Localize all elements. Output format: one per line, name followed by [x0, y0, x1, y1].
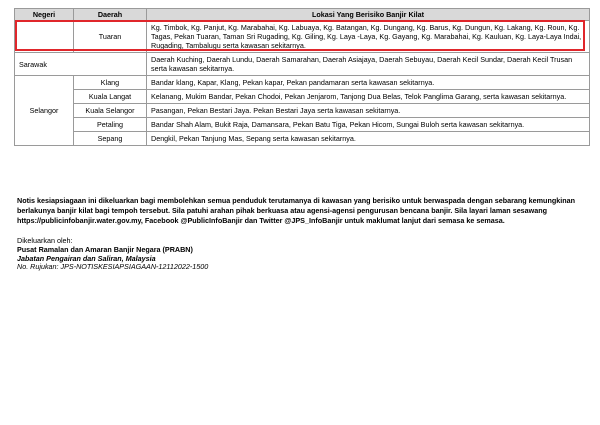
flood-risk-table — [14, 8, 590, 146]
table-header-row — [15, 9, 590, 21]
cell-negeri: Sarawak — [15, 53, 147, 76]
cell-negeri-selangor: Selangor — [15, 76, 74, 146]
table-row — [15, 132, 590, 146]
issuer-block — [17, 237, 587, 272]
notice-paragraph: Notis kesiapsiagaan ini dikeluarkan bagi membolehkan semua penduduk terutamanya di kawasan yang berisiko untuk berwaspada dengan sebarang kemungkinan berlakunya banjir kilat bagi tempoh tersebut. Sila patuhi arahan pihak berkuasa atau agensi-agensi pengurusan bencana banjir. Sila layari laman sesawang https://publicinfobanjir.water.gov.my, Facebook @PublicInfoBanjir dan Twitter @JPS_InfoBanjir untuk maklumat lanjut dari semasa ke semasa. — [17, 196, 575, 226]
issuer-org: Pusat Ramalan dan Amaran Banjir Negara (PRABN) — [17, 244, 193, 254]
cell-lokasi: Bandar klang, Kapar, Klang, Pekan kapar, Pekan pandamaran serta kawasan sekitarnya. — [147, 76, 590, 90]
cell-lokasi: Kg. Timbok, Kg. Panjut, Kg. Marabahai, Kg. Labuaya, Kg. Batangan, Kg. Dungang, Kg. Barus, Kg. Dungun, Kg. Lakang, Kg. Roun, Kg. Tagas, Pekan Tuaran, Taman Sri Rugading, Kg. Giling, Kg. Laya -Laya, Kg. Gayang, Kg. Marabahai, Kg. Kauluan, Kg. Laya-Laya Indai, Rugading, Tambalugu serta kawasan sekitarnya. — [147, 21, 590, 53]
cell-lokasi: Kelanang, Mukim Bandar, Pekan Chodoi, Pekan Jenjarom, Tanjong Dua Belas, Telok Panglima Garang, serta kawasan sekitarnya. — [147, 90, 590, 104]
table-row — [15, 76, 590, 90]
table-row — [15, 21, 590, 53]
table-row — [15, 118, 590, 132]
cell-daerah: Sepang — [74, 132, 147, 146]
cell-negeri — [15, 21, 74, 53]
cell-daerah: Kuala Selangor — [74, 104, 147, 118]
cell-lokasi: Dengkil, Pekan Tanjung Mas, Sepang serta kawasan sekitarnya. — [147, 132, 590, 146]
cell-lokasi: Pasangan, Pekan Bestari Jaya. Pekan Bestari Jaya serta kawasan sekitarnya. — [147, 104, 590, 118]
cell-daerah: Kuala Langat — [74, 90, 147, 104]
reference-number: No. Rujukan: JPS-NOTISKESIAPSIAGAAN-12112022-1500 — [17, 262, 209, 272]
header-negeri: Negeri — [15, 9, 74, 21]
cell-lokasi: Bandar Shah Alam, Bukit Raja, Damansara, Pekan Batu Tiga, Pekan Hicom, Sungai Buloh serta kawasan sekitarnya. — [147, 118, 590, 132]
cell-daerah: Klang — [74, 76, 147, 90]
cell-daerah: Tuaran — [74, 21, 147, 53]
table-row — [15, 104, 590, 118]
table-row — [15, 53, 590, 76]
header-daerah: Daerah — [74, 9, 147, 21]
issuer-dept: Jabatan Pengairan dan Saliran, Malaysia — [17, 253, 156, 263]
issuer-label: Dikeluarkan oleh: — [17, 236, 73, 245]
header-lokasi: Lokasi Yang Berisiko Banjir Kilat — [147, 9, 590, 21]
table-row — [15, 90, 590, 104]
cell-daerah: Petaling — [74, 118, 147, 132]
cell-lokasi: Daerah Kuching, Daerah Lundu, Daerah Samarahan, Daerah Asiajaya, Daerah Sebuyau, Daerah Kecil Sundar, Daerah Kecil Trusan serta kawasan sekitarnya. — [147, 53, 590, 76]
